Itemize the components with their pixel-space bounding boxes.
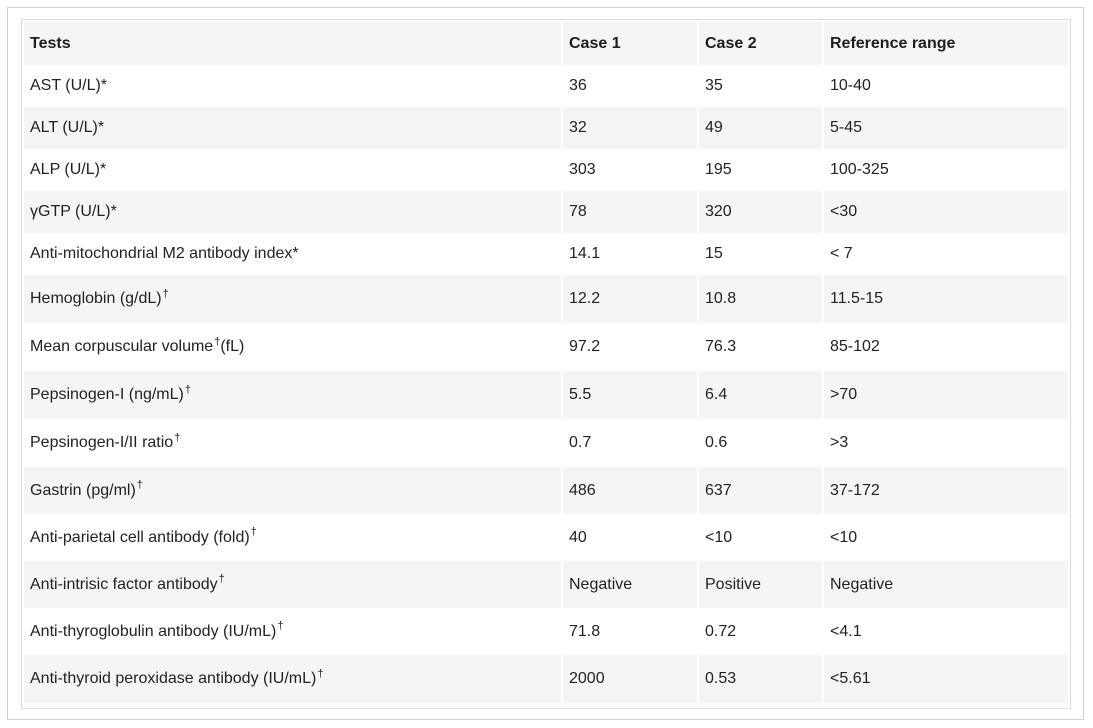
cell-reference: 11.5-15 — [830, 290, 884, 307]
cell-reference: 37-172 — [830, 481, 880, 499]
cell-case-1: 97.2 — [563, 323, 699, 371]
cell-test — [24, 561, 563, 608]
cell-case-2: 6.4 — [699, 371, 824, 419]
table-row — [24, 149, 1068, 191]
cell-reference: >3 — [830, 434, 849, 451]
cell-reference: 5-45 — [830, 119, 863, 136]
table-header-row — [24, 22, 1068, 65]
cell-case-1: 14.1 — [563, 233, 699, 275]
cell-case-2: 35 — [699, 65, 824, 107]
cell-case-2: 195 — [699, 149, 824, 191]
test-name: Mean corpuscular volume — [30, 338, 214, 355]
cell-test — [24, 233, 563, 275]
table-row — [24, 233, 1068, 275]
table-row — [24, 514, 1068, 561]
header-reference-range: Reference range — [830, 34, 956, 52]
cell-case-1: 486 — [563, 467, 699, 514]
cell-case-2: 15 — [699, 233, 824, 275]
cell-test — [24, 275, 563, 323]
cell-test — [24, 467, 563, 514]
cell-case-2: <10 — [699, 514, 824, 561]
cell-case-1: 0.7 — [563, 419, 699, 467]
dagger-footnote-mark: † — [184, 383, 191, 396]
test-name: Anti-mitochondrial M2 antibody index* — [30, 245, 299, 262]
test-name: Anti-thyroglobulin antibody (IU/mL) — [30, 622, 277, 640]
cell-case-2: Positive — [699, 561, 824, 608]
table-row — [24, 107, 1068, 149]
cell-test — [24, 107, 563, 149]
test-name: Gastrin (pg/ml) — [30, 481, 136, 499]
cell-test — [24, 371, 563, 419]
cell-case-1: 40 — [563, 514, 699, 561]
cell-reference: 85-102 — [830, 338, 880, 355]
dagger-footnote-mark: † — [277, 620, 284, 633]
dagger-footnote-mark: † — [162, 287, 169, 300]
cell-case-2: 637 — [699, 467, 824, 514]
cell-case-2: 49 — [699, 107, 824, 149]
lab-results-table — [24, 22, 1068, 703]
cell-test — [24, 608, 563, 655]
table-row — [24, 323, 1068, 371]
cell-reference: < 7 — [830, 245, 853, 262]
cell-case-2: 0.6 — [699, 419, 824, 467]
cell-case-2: 320 — [699, 191, 824, 233]
table-row — [24, 655, 1068, 703]
table-row — [24, 275, 1068, 323]
test-name: Anti-parietal cell antibody (fold) — [30, 528, 250, 546]
cell-case-1: 2000 — [563, 655, 699, 703]
cell-test — [24, 514, 563, 561]
dagger-footnote-mark: † — [174, 431, 181, 444]
cell-case-2: 76.3 — [699, 323, 824, 371]
cell-reference: 10-40 — [830, 77, 871, 94]
cell-reference: <5.61 — [830, 670, 871, 687]
dagger-footnote-mark: † — [218, 573, 225, 586]
cell-reference: <30 — [830, 203, 858, 220]
test-name: Anti-thyroid peroxidase antibody (IU/mL) — [30, 670, 317, 687]
cell-test — [24, 655, 563, 703]
cell-reference: >70 — [830, 386, 858, 403]
test-name: Anti-intrisic factor antibody — [30, 575, 218, 593]
cell-case-2: 10.8 — [699, 275, 824, 323]
cell-reference: Negative — [830, 575, 894, 593]
table-row — [24, 191, 1068, 233]
test-name: Pepsinogen-I (ng/mL) — [30, 386, 184, 403]
cell-test — [24, 419, 563, 467]
test-name: ALP (U/L)* — [30, 161, 107, 178]
cell-test — [24, 149, 563, 191]
cell-reference: <10 — [830, 528, 858, 546]
cell-reference: <4.1 — [830, 622, 862, 640]
cell-case-1: 12.2 — [563, 275, 699, 323]
cell-reference: 100-325 — [830, 161, 889, 178]
table-row — [24, 65, 1068, 107]
dagger-footnote-mark: † — [214, 335, 221, 348]
test-name: AST (U/L)* — [30, 77, 108, 94]
header-case-1: Case 1 — [563, 22, 699, 65]
test-name: Hemoglobin (g/dL) — [30, 290, 162, 307]
cell-test — [24, 65, 563, 107]
header-tests: Tests — [24, 22, 563, 65]
cell-test — [24, 191, 563, 233]
cell-case-1: 303 — [563, 149, 699, 191]
cell-case-1: 36 — [563, 65, 699, 107]
cell-case-1: 32 — [563, 107, 699, 149]
cell-case-1: 78 — [563, 191, 699, 233]
header-case-2: Case 2 — [699, 22, 824, 65]
cell-case-1: 5.5 — [563, 371, 699, 419]
table-row — [24, 561, 1068, 608]
cell-case-1: 71.8 — [563, 608, 699, 655]
test-name: Pepsinogen-I/II ratio — [30, 434, 174, 451]
table-row — [24, 608, 1068, 655]
table-row — [24, 467, 1068, 514]
dagger-footnote-mark: † — [136, 479, 143, 492]
test-name: ALT (U/L)* — [30, 119, 105, 136]
cell-test — [24, 323, 563, 371]
table-row — [24, 371, 1068, 419]
dagger-footnote-mark: † — [317, 667, 324, 680]
table-row — [24, 419, 1068, 467]
cell-case-2: 0.53 — [699, 655, 824, 703]
cell-case-1: Negative — [563, 561, 699, 608]
cell-case-2: 0.72 — [699, 608, 824, 655]
test-name: γGTP (U/L)* — [30, 203, 117, 220]
dagger-footnote-mark: † — [250, 526, 257, 539]
test-unit: (fL) — [220, 338, 245, 355]
